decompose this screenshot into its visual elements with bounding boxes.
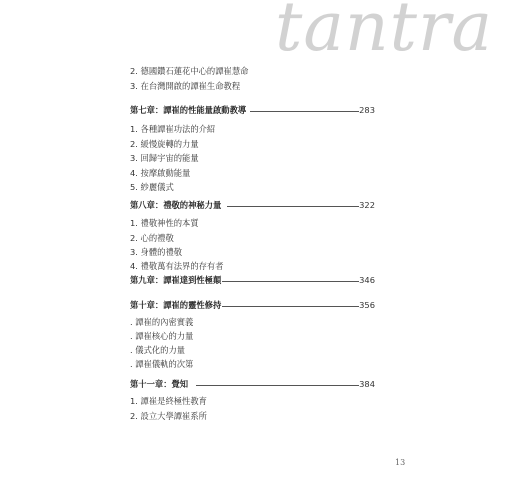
chapter-title: 第十一章：覺知 [130, 379, 189, 389]
chapter-title: 第八章：禮敬的神秘力量 [130, 200, 222, 210]
chapter-page-number: 384 [359, 379, 375, 389]
leader-line [250, 111, 359, 112]
toc-entry: 2. 德國鑽石蓮花中心的譚崔慧命 [130, 66, 249, 76]
chapter-title: 第十章：譚崔的靈性修持 [130, 300, 222, 310]
toc-entry: . 譚崔的內密實義 [130, 317, 194, 327]
toc-entry: 3. 身體的禮敬 [130, 247, 183, 257]
leader-line [222, 281, 359, 282]
toc-entry: 1. 各種譚崔功法的介紹 [130, 124, 216, 134]
chapter-heading-11 [130, 378, 375, 390]
chapter-title: 第七章：譚崔的性能量啟動教導 [130, 105, 247, 115]
chapter-heading-10 [130, 299, 375, 311]
page-number: 13 [395, 458, 406, 467]
chapter-page-number: 283 [359, 105, 375, 115]
leader-line [196, 385, 359, 386]
watermark-title: tantra [275, 0, 494, 67]
chapter-page-number: 356 [359, 300, 375, 310]
leader-line [227, 206, 359, 207]
toc-entry: . 譚崔儀軌的次第 [130, 359, 194, 369]
chapter-page-number: 346 [359, 275, 375, 285]
chapter-heading-8 [130, 199, 375, 211]
toc-entry: . 儀式化的力量 [130, 345, 186, 355]
chapter-heading-7 [130, 104, 375, 116]
toc-entry: 1. 譚崔是終極性教育 [130, 396, 207, 406]
chapter-page-number: 322 [359, 200, 375, 210]
toc-entry: 2. 心的禮敬 [130, 233, 174, 243]
chapter-title: 第九章：譚崔達到性極顛 [130, 275, 222, 285]
toc-entry: 4. 禮敬萬有法界的存有者 [130, 261, 224, 271]
toc-entry: 1. 禮敬神性的本質 [130, 218, 199, 228]
chapter-heading-9 [130, 274, 375, 286]
toc-entry: 3. 在台灣開啟的譚崔生命教程 [130, 81, 241, 91]
toc-entry: . 譚崔核心的力量 [130, 331, 194, 341]
toc-entry: 2. 設立大學譚崔系所 [130, 411, 207, 421]
toc-entry: 5. 紗麗儀式 [130, 182, 174, 192]
toc-entry: 4. 按摩啟動能量 [130, 168, 191, 178]
toc-entry: 2. 緩慢旋轉的力量 [130, 139, 199, 149]
toc-entry: 3. 回歸宇宙的能量 [130, 153, 199, 163]
leader-line [222, 306, 359, 307]
